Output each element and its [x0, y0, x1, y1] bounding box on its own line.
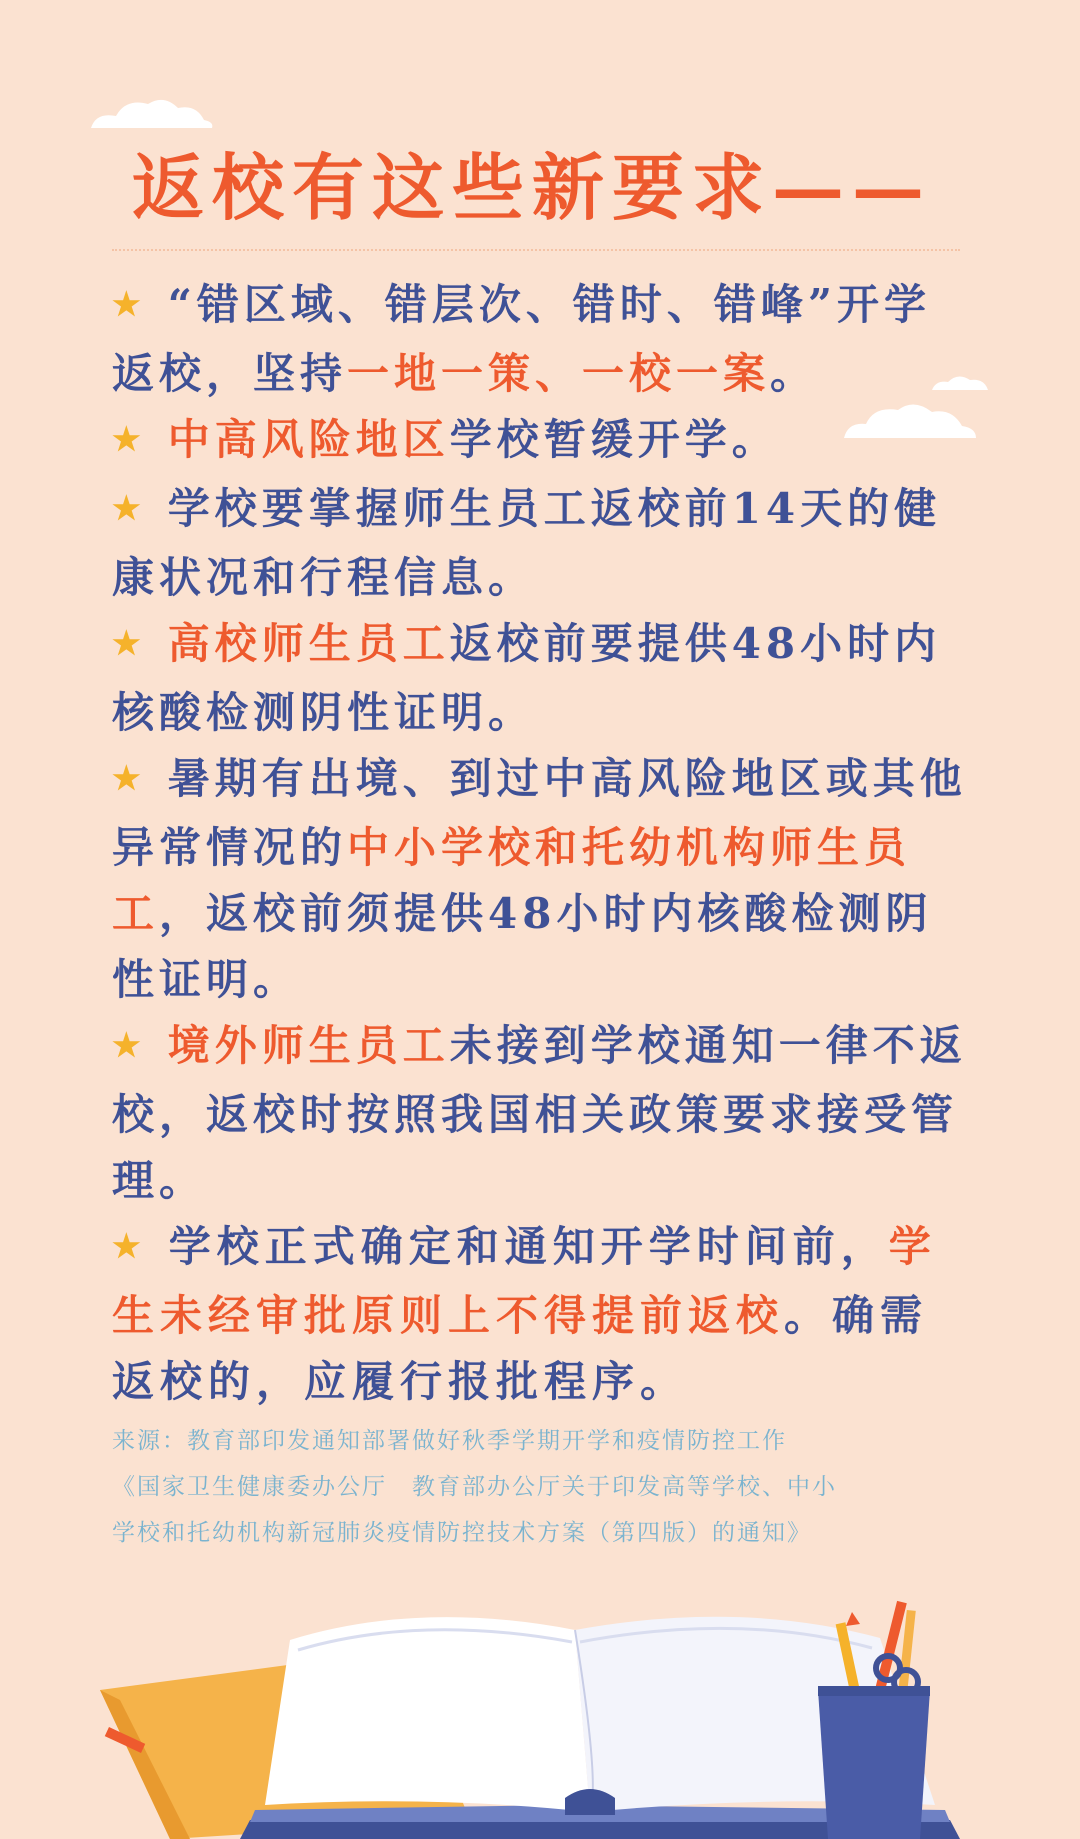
- star-icon: ★: [112, 489, 146, 527]
- cloud-icon: [86, 92, 216, 132]
- source-note: [112, 1418, 972, 1556]
- list-item: ★ “错区域、错层次、错时、错峰”开学返校，坚持一地一策、一校一案。: [112, 280, 932, 398]
- source-line: 学校和托幼机构新冠肺炎疫情防控技术方案（第四版）的通知》: [112, 1520, 812, 1546]
- star-icon: ★: [112, 420, 146, 458]
- title-divider: [112, 249, 960, 251]
- source-line: 《国家卫生健康委办公厅 教育部办公厅关于印发高等学校、中小: [112, 1474, 837, 1500]
- requirements-list: [112, 272, 972, 1415]
- list-item: ★ 学校正式确定和通知开学时间前，学生未经审批原则上不得提前返校。确需返校的，应履行报批程序。: [112, 1222, 937, 1406]
- star-icon: ★: [112, 1227, 147, 1265]
- list-item: ★ 暑期有出境、到过中高风险地区或其他异常情况的中小学校和托幼机构师生员工，返校前须提供48小时内核酸检测阴性证明。: [112, 754, 967, 1004]
- list-item: ★ 学校要掌握师生员工返校前14天的健康状况和行程信息。: [112, 484, 942, 602]
- list-item: ★ 中高风险地区学校暂缓开学。: [112, 415, 779, 464]
- star-icon: ★: [112, 1026, 146, 1064]
- book-illustration: [0, 1590, 1080, 1839]
- page-title: 返校有这些新要求——: [132, 145, 933, 230]
- list-item: ★ 高校师生员工返校前要提供48小时内核酸检测阴性证明。: [112, 619, 942, 737]
- star-icon: ★: [112, 285, 146, 323]
- star-icon: ★: [112, 759, 146, 797]
- list-item: ★ 境外师生员工未接到学校通知一律不返校，返校时按照我国相关政策要求接受管理。: [112, 1021, 967, 1205]
- source-line: 来源：教育部印发通知部署做好秋季学期开学和疫情防控工作: [112, 1428, 787, 1454]
- star-icon: ★: [112, 624, 146, 662]
